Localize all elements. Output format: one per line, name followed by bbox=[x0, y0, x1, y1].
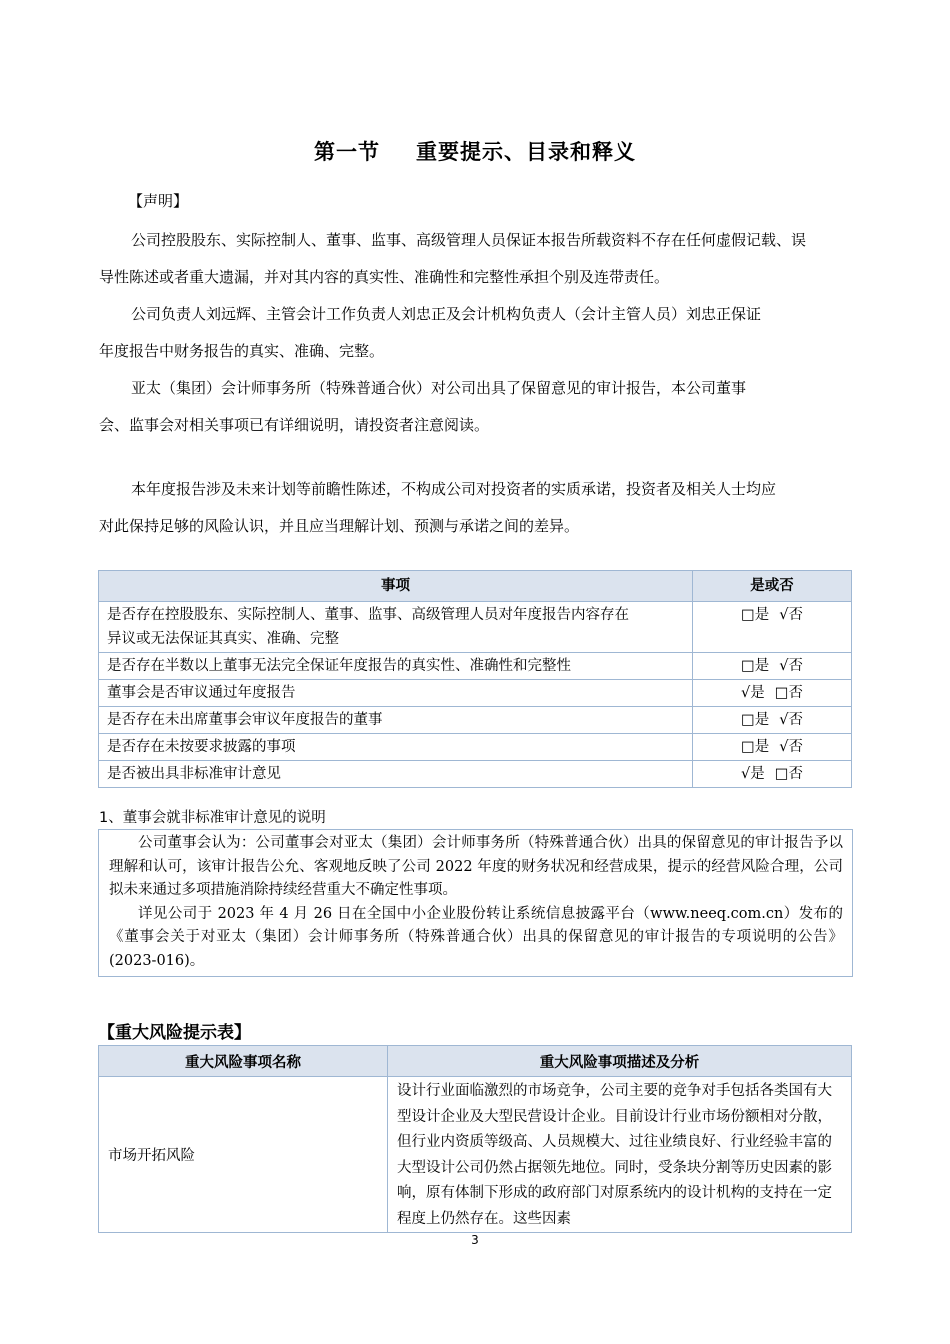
table-header-row bbox=[99, 571, 852, 602]
table-row bbox=[99, 1077, 852, 1233]
paragraph-line: 会、监事会对相关事项已有详细说明，请投资者注意阅读。 bbox=[99, 416, 490, 434]
risk-table bbox=[98, 1045, 852, 1233]
matter-cell: 董事会是否审议通过年度报告 bbox=[99, 680, 693, 707]
table-row bbox=[99, 602, 852, 653]
no-checkbox: √否 bbox=[779, 658, 803, 674]
no-checkbox: √否 bbox=[779, 712, 803, 728]
section-title: 重要提示、目录和释义 bbox=[416, 140, 636, 164]
risk-table-label: 【重大风险提示表】 bbox=[98, 1023, 251, 1043]
paragraph-guarantee bbox=[99, 222, 859, 296]
no-checkbox: □否 bbox=[774, 685, 803, 701]
column-header: 是或否 bbox=[693, 571, 852, 602]
yes-no-cell bbox=[693, 602, 852, 653]
no-checkbox: □否 bbox=[774, 766, 803, 782]
matters-table bbox=[98, 570, 852, 788]
yes-no-cell bbox=[693, 707, 852, 734]
matter-cell: 是否存在未出席董事会审议年度报告的董事 bbox=[99, 707, 693, 734]
board-explanation-box bbox=[98, 829, 853, 977]
paragraph-responsible bbox=[99, 296, 859, 370]
yes-checkbox: √是 bbox=[741, 766, 765, 782]
yes-no-cell bbox=[693, 680, 852, 707]
yes-checkbox: □是 bbox=[741, 658, 770, 674]
table-header-row bbox=[99, 1046, 852, 1077]
table-row bbox=[99, 734, 852, 761]
paragraph-line: 本年度报告涉及未来计划等前瞻性陈述，不构成公司对投资者的实质承诺，投资者及相关人士均应 bbox=[131, 480, 777, 498]
column-header: 事项 bbox=[99, 571, 693, 602]
paragraph-line: 对此保持足够的风险认识，并且应当理解计划、预测与承诺之间的差异。 bbox=[99, 517, 580, 535]
page-number: 3 bbox=[471, 1233, 479, 1247]
column-header: 重大风险事项描述及分析 bbox=[388, 1046, 852, 1077]
yes-checkbox: √是 bbox=[741, 685, 765, 701]
yes-checkbox: □是 bbox=[741, 607, 770, 623]
declaration-label: 【声明】 bbox=[128, 192, 189, 210]
no-checkbox: √否 bbox=[779, 607, 803, 623]
paragraph-forward-looking bbox=[99, 471, 859, 545]
paragraph-line: 公司控股股东、实际控制人、董事、监事、高级管理人员保证本报告所载资料不存在任何虚假记载、误 bbox=[131, 231, 807, 249]
yes-checkbox: □是 bbox=[741, 712, 770, 728]
note-paragraph: 详见公司于 2023 年 4 月 26 日在全国中小企业股份转让系统信息披露平台（www.neeq.com.cn）发布的《董事会关于对亚太（集团）会计师事务所（特殊普通合伙）出具的保留意见的审计报告的专项说明的公告》(2023-016)。 bbox=[109, 905, 843, 969]
section-number: 第一节 bbox=[314, 140, 380, 164]
yes-no-cell bbox=[693, 761, 852, 788]
paragraph-line: 公司负责人刘远辉、主管会计工作负责人刘忠正及会计机构负责人（会计主管人员）刘忠正保证 bbox=[131, 305, 762, 323]
no-checkbox: √否 bbox=[779, 739, 803, 755]
note-label: 1、董事会就非标准审计意见的说明 bbox=[99, 810, 326, 826]
column-header: 重大风险事项名称 bbox=[99, 1046, 388, 1077]
matter-cell: 是否存在控股股东、实际控制人、董事、监事、高级管理人员对年度报告内容存在 异议或无法保证其真实、准确、完整 bbox=[99, 602, 693, 653]
note-paragraph: 公司董事会认为：公司董事会对亚太（集团）会计师事务所（特殊普通合伙）出具的保留意见的审计报告予以理解和认可，该审计报告公允、客观地反映了公司 2022 年度的财务状况和经营成果，提示的经营风险合理，公司拟未来通过多项措施消除持续经营重大不确定性事项。 bbox=[109, 835, 843, 898]
page-title bbox=[0, 136, 950, 166]
paragraph-line: 导性陈述或者重大遗漏，并对其内容的真实性、准确性和完整性承担个别及连带责任。 bbox=[99, 268, 670, 286]
risk-name-cell: 市场开拓风险 bbox=[99, 1077, 388, 1233]
paragraph-line: 年度报告中财务报告的真实、准确、完整。 bbox=[99, 342, 385, 360]
table-row bbox=[99, 761, 852, 788]
matter-cell: 是否存在半数以上董事无法完全保证年度报告的真实性、准确性和完整性 bbox=[99, 653, 693, 680]
yes-no-cell bbox=[693, 653, 852, 680]
matter-cell: 是否被出具非标准审计意见 bbox=[99, 761, 693, 788]
yes-no-cell bbox=[693, 734, 852, 761]
paragraph-auditor bbox=[99, 370, 859, 444]
risk-description-cell: 设计行业面临激烈的市场竞争，公司主要的竞争对手包括各类国有大型设计企业及大型民营设计企业。目前设计行业市场份额相对分散，但行业内资质等级高、人员规模大、过往业绩良好、行业经验丰富的大型设计公司仍然占据领先地位。同时，受条块分割等历史因素的影响，原有体制下形成的政府部门对原系统内的设计机构的支持在一定程度上仍然存在。这些因素 bbox=[388, 1077, 852, 1233]
paragraph-line: 亚太（集团）会计师事务所（特殊普通合伙）对公司出具了保留意见的审计报告，本公司董事 bbox=[131, 379, 747, 397]
yes-checkbox: □是 bbox=[741, 739, 770, 755]
table-row bbox=[99, 707, 852, 734]
table-row bbox=[99, 680, 852, 707]
matter-cell: 是否存在未按要求披露的事项 bbox=[99, 734, 693, 761]
table-row bbox=[99, 653, 852, 680]
